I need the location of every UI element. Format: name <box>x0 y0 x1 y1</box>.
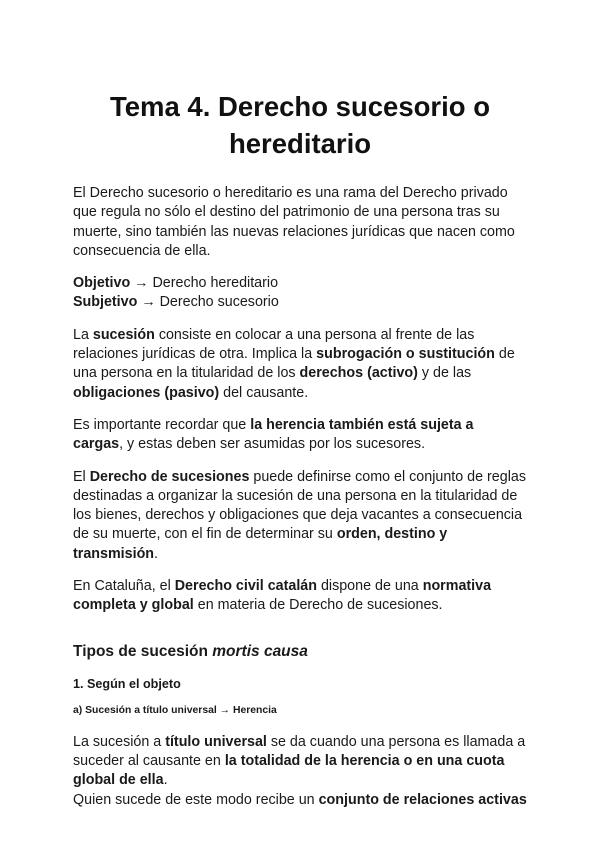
objetivo-line <box>73 274 527 293</box>
heading-text: Tipos de sucesión <box>73 642 213 660</box>
intro-paragraph: El Derecho sucesorio o hereditario es una rama del Derecho privado que regula no sólo el destino del patrimonio de una persona tras su muerte, sino también las nuevas relaciones jurídicas que nacen como consecuencia de ella. <box>73 185 515 259</box>
cataluna-paragraph <box>73 577 527 616</box>
bold-run: Derecho de sucesiones <box>89 468 250 485</box>
text-run: El <box>73 468 90 485</box>
sucesion-paragraph <box>73 326 527 403</box>
universal-paragraph <box>73 733 527 791</box>
text-run: La <box>73 326 93 343</box>
bold-run: subrogación o sustitución <box>316 346 495 363</box>
subjetivo-arrow: → <box>137 294 160 311</box>
bold-run: título universal <box>165 733 267 750</box>
text-run: dispone de una <box>316 578 423 595</box>
heading-italic: mortis causa <box>212 642 308 660</box>
herencia-paragraph <box>73 416 527 455</box>
subsubsection-heading-universal: a) Sucesión a título universal → Herencia <box>73 704 277 716</box>
text-run: . <box>154 545 159 562</box>
subjetivo-line <box>73 293 527 312</box>
subjetivo-label: Subjetivo <box>73 294 138 311</box>
objetivo-value: Derecho hereditario <box>152 275 279 292</box>
bold-run: obligaciones (pasivo) <box>73 384 220 401</box>
subsection-heading-objeto: 1. Según el objeto <box>73 676 181 691</box>
subjetivo-value: Derecho sucesorio <box>159 294 279 311</box>
text-run: de una persona en la titularidad de los <box>73 346 515 382</box>
bold-run: orden, destino y transmisión <box>73 526 448 562</box>
derecho-sucesiones-paragraph <box>73 468 527 564</box>
bold-run: sucesión <box>92 326 155 343</box>
text-run: . <box>163 772 168 789</box>
text-run: , y estas deben ser asumidas por los sucesores. <box>119 436 426 453</box>
bold-run: la herencia también está sujeta a cargas <box>73 416 474 453</box>
quien-sucede-paragraph <box>73 791 527 810</box>
bold-run: derechos (activo) <box>299 365 418 382</box>
text-run: y de las <box>417 365 472 382</box>
text-run: Quien sucede de este modo recibe un <box>73 791 319 808</box>
document-title: Tema 4. Derecho sucesorio o hereditario <box>109 91 491 159</box>
section-heading-tipos <box>73 642 527 662</box>
text-run: Es importante recordar que <box>73 416 251 433</box>
text-run: consiste en colocar a una persona al frente de las relaciones jurídicas de otra. Implica la <box>73 326 475 363</box>
objetivo-arrow: → <box>130 275 153 292</box>
text-run: En Cataluña, el <box>73 578 175 595</box>
bold-run: conjunto de relaciones activas <box>318 791 527 808</box>
bold-run: Derecho civil catalán <box>174 578 317 595</box>
text-run: se da cuando una persona es llamada a suceder al causante en <box>73 733 526 769</box>
text-run: en materia de Derecho de sucesiones. <box>193 597 443 614</box>
bold-run: normativa completa y global <box>73 578 492 614</box>
bold-run: la totalidad de la herencia o en una cuota global de ella <box>73 752 505 789</box>
text-run: puede definirse como el conjunto de reglas destinadas a organizar la sucesión de una persona en la titularidad de los bienes, derechos y obligaciones que deja vacantes a consecuencia de su muerte, con el fin de determinar su <box>73 468 526 543</box>
text-run: del causante. <box>219 384 309 401</box>
text-run: La sucesión a <box>73 733 166 750</box>
objetivo-label: Objetivo <box>73 275 131 292</box>
